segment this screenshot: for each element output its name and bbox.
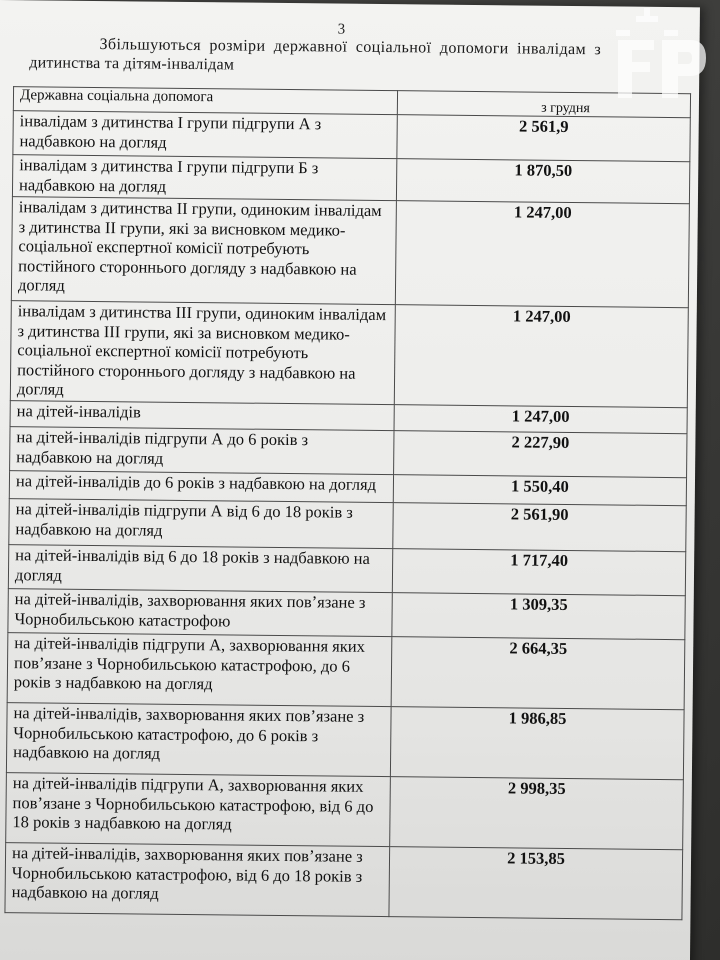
- row-label: на дітей-інвалідів підгрупи А, захворювання яких пов’язане з Чорнобильською катастрофою, від 6 до 18 років з надбавкою на догляд: [6, 773, 391, 847]
- row-label: інвалідам з дитинства I групи підгрупи А з надбавкою на догляд: [13, 111, 398, 159]
- table-row: [8, 545, 685, 596]
- heading-line-1: Збільшуються розміри державної соціальної допомоги інвалідам з: [99, 36, 602, 59]
- row-label: на дітей-інвалідів від 6 до 18 років з надбавкою на догляд: [8, 545, 393, 593]
- benefits-table: [4, 86, 691, 920]
- row-value: 1 247,00: [394, 405, 687, 434]
- header-period-cell: з грудня: [397, 91, 690, 118]
- table-row: [5, 843, 683, 920]
- table-row: [8, 589, 685, 640]
- row-value: 1 870,50: [397, 159, 690, 204]
- row-value: 2 998,35: [390, 777, 684, 850]
- row-value: 2 153,85: [389, 847, 683, 920]
- table-row: [7, 633, 685, 710]
- row-value: 1 550,40: [393, 475, 686, 506]
- row-label: інвалідам з дитинства I групи підгрупи Б з надбавкою на догляд: [12, 155, 397, 201]
- table-row: [9, 499, 686, 552]
- row-label: на дітей-інвалідів підгрупи А від 6 до 18 років з надбавкою на догляд: [9, 499, 394, 549]
- row-value: 2 561,90: [393, 503, 686, 552]
- table-row: [12, 155, 689, 204]
- page-number: 3: [337, 21, 346, 38]
- table-row: [11, 197, 689, 308]
- row-label: на дітей-інвалідів: [10, 401, 394, 431]
- row-value: 1 247,00: [394, 305, 688, 408]
- row-value: 1 717,40: [392, 549, 685, 596]
- row-value: 2 664,35: [391, 637, 685, 710]
- row-label: на дітей-інвалідів, захворювання яких пов’язане з Чорнобильською катастрофою: [8, 589, 393, 637]
- table-row: [6, 773, 684, 850]
- row-label: на дітей-інвалідів до 6 років з надбавкою на догляд: [9, 471, 393, 503]
- row-value: 1 247,00: [395, 201, 689, 308]
- row-label: на дітей-інвалідів підгрупи А, захворювання яких пов’язане з Чорнобильською катастрофою, до 6 років з надбавкою на догляд: [7, 633, 392, 707]
- document-heading: [29, 34, 669, 79]
- header-label-cell: Державна соціальна допомога: [13, 87, 397, 115]
- row-value: 1 986,85: [390, 707, 684, 780]
- row-value: 2 561,9: [397, 115, 690, 162]
- row-label: на дітей-інвалідів підгрупи А до 6 років з надбавкою на догляд: [10, 427, 395, 475]
- table-row: [10, 301, 688, 408]
- table-row: [6, 703, 684, 780]
- table-row: [13, 111, 690, 162]
- table-row: [10, 427, 687, 478]
- logo-mark-icon: [614, 6, 710, 102]
- row-label: інвалідам з дитинства III групи, одиноким інвалідам з дитинства III групи, які за висновком медико-соціальної експертної комісії потребують постійного стороннього догляду з надбавкою на догляд: [10, 301, 395, 405]
- row-value: 2 227,90: [394, 431, 687, 478]
- row-value: 1 309,35: [392, 593, 685, 640]
- row-label: на дітей-інвалідів, захворювання яких пов’язане з Чорнобильською катастрофою, до 6 років з надбавкою на догляд: [6, 703, 391, 777]
- row-label: на дітей-інвалідів, захворювання яких пов’язане з Чорнобильською катастрофою, від 6 до 18 років з надбавкою на догляд: [5, 843, 390, 917]
- heading-line-2: дитинства та дітям-інвалідам: [29, 54, 235, 74]
- row-label: інвалідам з дитинства II групи, одиноким інвалідам з дитинства II групи, які за висновком медико-соціальної експертної комісії потребують постійного стороннього догляду з надбавкою на догляд: [11, 197, 396, 305]
